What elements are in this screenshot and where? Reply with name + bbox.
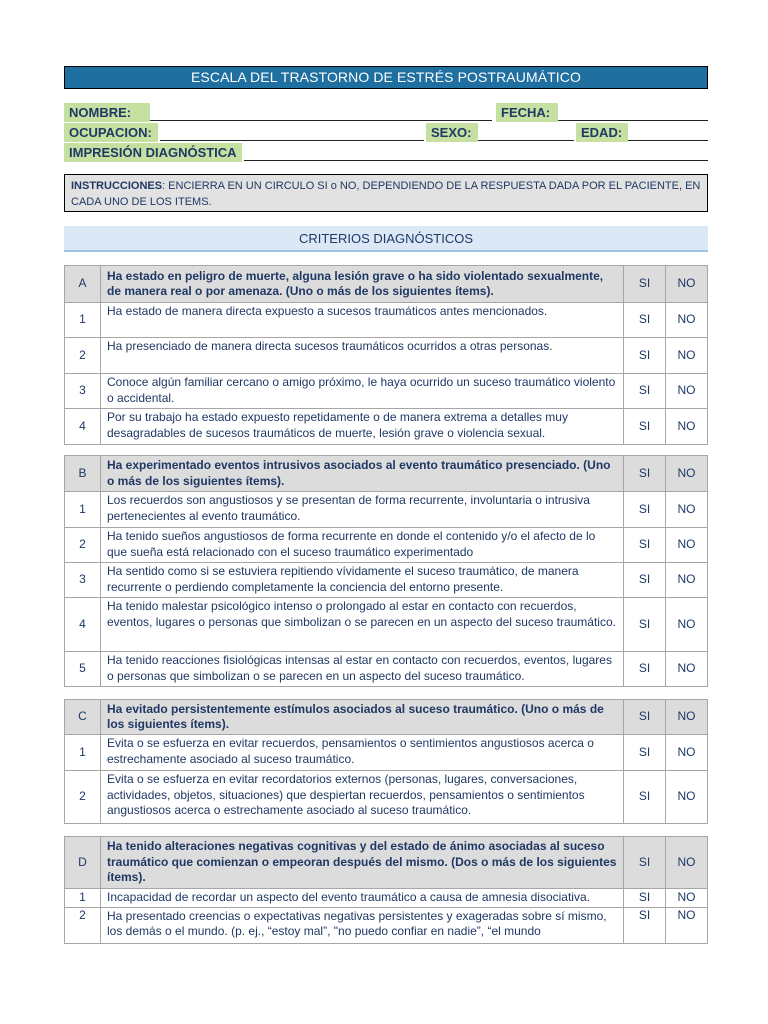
no-option[interactable]: NO [666, 492, 708, 528]
no-option[interactable]: NO [666, 735, 708, 771]
yes-option[interactable]: SI [624, 492, 666, 528]
section-id: D [65, 837, 101, 889]
item-row [65, 771, 708, 824]
no-option[interactable]: NO [666, 700, 708, 735]
criteria-title: CRITERIOS DIAGNÓSTICOS [64, 226, 708, 252]
no-option[interactable]: NO [666, 652, 708, 687]
item-text: Incapacidad de recordar un aspecto del evento traumático a causa de amnesia disociativa. [101, 889, 624, 908]
yes-option[interactable]: SI [624, 456, 666, 492]
yes-option[interactable]: SI [624, 771, 666, 824]
item-row [65, 652, 708, 687]
item-row [65, 374, 708, 409]
instructions-text: : ENCIERRA EN UN CIRCULO SI o NO, DEPENDIENDO DE LA RESPUESTA DADA POR EL PACIENTE, EN CADA UNO DE LOS ITEMS. [71, 180, 701, 208]
item-number: 3 [65, 563, 101, 598]
yes-option[interactable]: SI [624, 563, 666, 598]
section-a-table [64, 265, 708, 445]
impresion-label: IMPRESIÓN DIAGNÓSTICA [64, 143, 242, 162]
no-option[interactable]: NO [666, 409, 708, 445]
impresion-field[interactable] [244, 143, 708, 161]
item-text: Los recuerdos son angustiosos y se presentan de forma recurrente, involuntaria o intrusiva pertenecientes al evento traumático. [101, 492, 624, 528]
item-row [65, 338, 708, 374]
item-row [65, 563, 708, 598]
edad-label: EDAD: [576, 123, 628, 142]
section-header [65, 700, 708, 735]
item-text: Ha presentado creencias o expectativas negativas persistentes y exageradas sobre sí mismo, los demás o el mundo. (p. ej., “estoy mal”, "no puedo confiar en nadie”, “el mundo [101, 907, 624, 943]
no-option[interactable]: NO [666, 837, 708, 889]
item-row [65, 409, 708, 445]
item-row [65, 735, 708, 771]
yes-option[interactable]: SI [624, 409, 666, 445]
no-option[interactable]: NO [666, 771, 708, 824]
no-option[interactable]: NO [666, 266, 708, 303]
item-text: Ha presenciado de manera directa sucesos traumáticos ocurridos a otras personas. [101, 338, 624, 374]
ocupacion-field[interactable] [160, 123, 424, 141]
section-heading: Ha estado en peligro de muerte, alguna lesión grave o ha sido violentado sexualmente, de manera real o por amenaza. (Uno o más de los siguientes ítems). [101, 266, 624, 303]
ocupacion-label: OCUPACION: [64, 123, 158, 142]
no-option[interactable]: NO [666, 338, 708, 374]
fecha-label: FECHA: [496, 103, 558, 122]
item-number: 2 [65, 528, 101, 563]
section-heading: Ha evitado persistentemente estímulos asociados al suceso traumático. (Uno o más de los siguientes ítems). [101, 700, 624, 735]
section-b-table [64, 455, 708, 687]
item-text: Por su trabajo ha estado expuesto repetidamente o de manera extrema a detalles muy desagradables de sucesos traumáticos de muerte, lesión grave o violencia sexual. [101, 409, 624, 445]
yes-option[interactable]: SI [624, 735, 666, 771]
item-row [65, 528, 708, 563]
nombre-label: NOMBRE: [64, 103, 150, 122]
yes-option[interactable]: SI [624, 303, 666, 338]
yes-option[interactable]: SI [624, 528, 666, 563]
section-id: B [65, 456, 101, 492]
section-d-table [64, 836, 708, 944]
item-number: 1 [65, 492, 101, 528]
item-row [65, 889, 708, 908]
item-number: 1 [65, 303, 101, 338]
no-option[interactable]: NO [666, 563, 708, 598]
item-text: Ha tenido reacciones fisiológicas intensas al estar en contacto con recuerdos, eventos, lugares o personas que simbolizan o se parecen en un aspecto del suceso traumático. [101, 652, 624, 687]
item-row [65, 492, 708, 528]
yes-option[interactable]: SI [624, 889, 666, 908]
item-text: Evita o se esfuerza en evitar recordatorios externos (personas, lugares, conversaciones, actividades, objetos, situaciones) que despiertan recuerdos, pensamientos o sentimientos angustiosos acerca o estrechamente asociado al suceso traumático. [101, 771, 624, 824]
item-number: 2 [65, 907, 101, 943]
item-row [65, 598, 708, 652]
item-number: 4 [65, 598, 101, 652]
item-row [65, 907, 708, 943]
yes-option[interactable]: SI [624, 907, 666, 943]
item-number: 1 [65, 735, 101, 771]
section-header [65, 266, 708, 303]
no-option[interactable]: NO [666, 528, 708, 563]
instructions-label: INSTRUCCIONES [71, 180, 163, 192]
item-number: 2 [65, 338, 101, 374]
no-option[interactable]: NO [666, 889, 708, 908]
yes-option[interactable]: SI [624, 837, 666, 889]
yes-option[interactable]: SI [624, 374, 666, 409]
document-title: ESCALA DEL TRASTORNO DE ESTRÉS POSTRAUMÁTICO [64, 66, 708, 89]
section-header [65, 456, 708, 492]
edad-field[interactable] [628, 123, 708, 141]
section-c-table [64, 699, 708, 824]
yes-option[interactable]: SI [624, 598, 666, 652]
item-text: Evita o se esfuerza en evitar recuerdos, pensamientos o sentimientos angustiosos acerca o estrechamente asociado al suceso traumático. [101, 735, 624, 771]
item-text: Ha tenido malestar psicológico intenso o prolongado al estar en contacto con recuerdos, eventos, lugares o personas que simbolizan o se parecen en un aspecto del suceso traumático. [101, 598, 624, 652]
yes-option[interactable]: SI [624, 266, 666, 303]
item-text: Ha estado de manera directa expuesto a sucesos traumáticos antes mencionados. [101, 303, 624, 338]
no-option[interactable]: NO [666, 907, 708, 943]
no-option[interactable]: NO [666, 303, 708, 338]
item-text: Conoce algún familiar cercano o amigo próximo, le haya ocurrido un suceso traumático violento o accidental. [101, 374, 624, 409]
section-heading: Ha experimentado eventos intrusivos asociados al evento traumático presenciado. (Uno o más de los siguientes ítems). [101, 456, 624, 492]
section-heading: Ha tenido alteraciones negativas cognitivas y del estado de ánimo asociadas al suceso traumático que comienzan o empeoran después del mismo. (Dos o más de los siguientes ítems). [101, 837, 624, 889]
section-id: C [65, 700, 101, 735]
no-option[interactable]: NO [666, 598, 708, 652]
no-option[interactable]: NO [666, 374, 708, 409]
item-number: 3 [65, 374, 101, 409]
item-text: Ha sentido como si se estuviera repitiendo vívidamente el suceso traumático, de manera recurrente o perdiendo completamente la conciencia del entorno presente. [101, 563, 624, 598]
item-number: 2 [65, 771, 101, 824]
item-text: Ha tenido sueños angustiosos de forma recurrente en donde el contenido y/o el afecto de lo que sueña está relacionado con el suceso traumático experimentado [101, 528, 624, 563]
yes-option[interactable]: SI [624, 652, 666, 687]
item-number: 1 [65, 889, 101, 908]
fecha-field[interactable] [558, 103, 708, 121]
item-row [65, 303, 708, 338]
item-number: 4 [65, 409, 101, 445]
instructions-box [64, 174, 708, 212]
item-number: 5 [65, 652, 101, 687]
yes-option[interactable]: SI [624, 338, 666, 374]
sexo-field[interactable] [478, 123, 574, 141]
section-id: A [65, 266, 101, 303]
section-header [65, 837, 708, 889]
nombre-field[interactable] [150, 103, 492, 121]
no-option[interactable]: NO [666, 456, 708, 492]
sexo-label: SEXO: [426, 123, 478, 142]
yes-option[interactable]: SI [624, 700, 666, 735]
